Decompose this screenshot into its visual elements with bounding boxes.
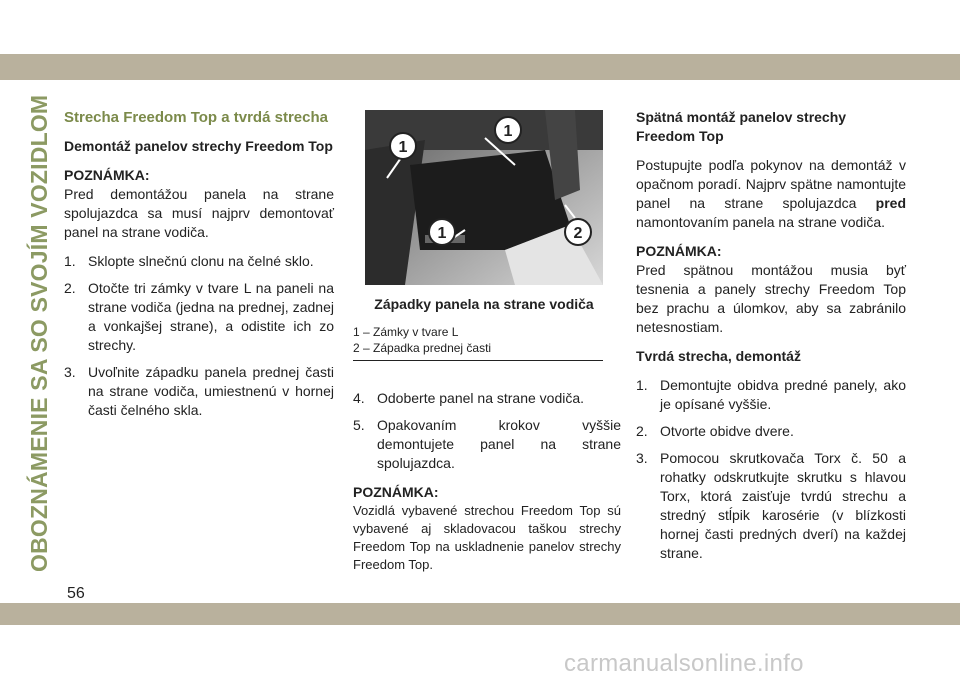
step-number: 1. [64, 253, 76, 269]
reinstall-paragraph [636, 156, 906, 232]
figure-legend [353, 324, 603, 361]
subheading-hardtop: Tvrdá strecha, demontáž [636, 348, 801, 364]
note-text: Pred demontážou panela na strane spolujazdca sa musí najprv demontovať panel na strane vodiča. [64, 186, 334, 240]
note-label: POZNÁMKA: [353, 484, 439, 500]
step-number: 1. [636, 377, 648, 393]
step-number: 2. [64, 280, 76, 296]
paragraph-text: namontovaním panela na strane vodiča. [636, 214, 886, 230]
subheading-reinstall: Spätná montáž panelov strechy Freedom Top [636, 109, 847, 144]
note-text: Pred spätnou montážou musia byť tesnenia a panely strechy Freedom Top bez prachu a úlomkov, aby sa zabránilo netesnostiam. [636, 262, 906, 335]
header-band [0, 54, 960, 80]
callout-label: 2 [573, 225, 583, 242]
section-title: Strecha Freedom Top a tvrdá strecha [64, 109, 328, 126]
steps-list [64, 252, 334, 420]
step-text: Opakovaním krokov vyššie demontujete panel na strane spolujazdca. [377, 417, 621, 471]
list-item [636, 449, 906, 563]
list-item [636, 422, 906, 441]
step-number: 5. [353, 417, 365, 433]
footer-band [0, 603, 960, 625]
note-label: POZNÁMKA: [636, 243, 722, 259]
figure-caption: Západky panela na strane vodiča [374, 296, 594, 312]
list-item [64, 279, 334, 355]
side-chapter-title: OBOZNÁMENIE SA SO SVOJÍM VOZIDLOM [26, 94, 52, 572]
watermark: carmanualsonline.info [564, 650, 804, 677]
step-text: Demontujte obidva predné panely, ako je opísané vyššie. [660, 377, 906, 412]
step-text: Odoberte panel na strane vodiča. [377, 390, 585, 406]
paragraph-text: Postupujte podľa pokynov na demontáž v opačnom poradí. Najprv spätne namontujte panel na strane spolujazdca [636, 157, 906, 211]
column-middle [353, 108, 621, 584]
list-item [64, 252, 334, 271]
roof-photo-illustration [365, 110, 603, 285]
step-number: 4. [353, 390, 365, 406]
page-number: 56 [67, 585, 85, 602]
roof-latch-photo [365, 110, 603, 285]
column-right [636, 108, 906, 573]
note-text: Vozidlá vybavené strechou Freedom Top sú vybavené aj skladovacou taškou strechy Freedom Top na uskladnenie panelov strechy Freedom Top. [353, 503, 621, 572]
step-number: 2. [636, 423, 648, 439]
list-item [636, 376, 906, 414]
legend-item: 1 – Zámky v tvare L [353, 325, 459, 339]
note-label: POZNÁMKA: [64, 167, 150, 183]
emphasis-text: pred [875, 195, 907, 211]
list-item [64, 363, 334, 420]
steps-list [353, 389, 621, 473]
column-left [64, 108, 334, 430]
callout-label: 1 [398, 139, 408, 156]
step-text: Uvoľnite západku panela prednej časti na strane vodiča, umiestnenú v hornej časti čelného skla. [88, 364, 334, 418]
step-text: Otočte tri zámky v tvare L na paneli na strane vodiča (jedna na prednej, zadnej a vonkajšej strane), a odistite ich zo strechy. [88, 280, 334, 353]
callout-label: 1 [503, 123, 513, 140]
legend-item: 2 – Západka prednej časti [353, 341, 492, 355]
callout-label: 1 [437, 225, 447, 242]
steps-list [636, 376, 906, 563]
list-item [353, 389, 621, 408]
step-text: Sklopte slnečnú clonu na čelné sklo. [88, 253, 314, 269]
step-number: 3. [64, 364, 76, 380]
step-text: Otvorte obidve dvere. [660, 423, 794, 439]
step-text: Pomocou skrutkovača Torx č. 50 a rohatky odskrutkujte skrutku s hlavou Torx, ktorá zaisťuje tvrdú strechu a stredný stĺpik karosérie (v blízkosti hornej časti predných dverí) na každej strane. [660, 450, 906, 561]
subheading-removal: Demontáž panelov strechy Freedom Top [64, 138, 333, 154]
list-item [353, 416, 621, 473]
step-number: 3. [636, 450, 648, 466]
